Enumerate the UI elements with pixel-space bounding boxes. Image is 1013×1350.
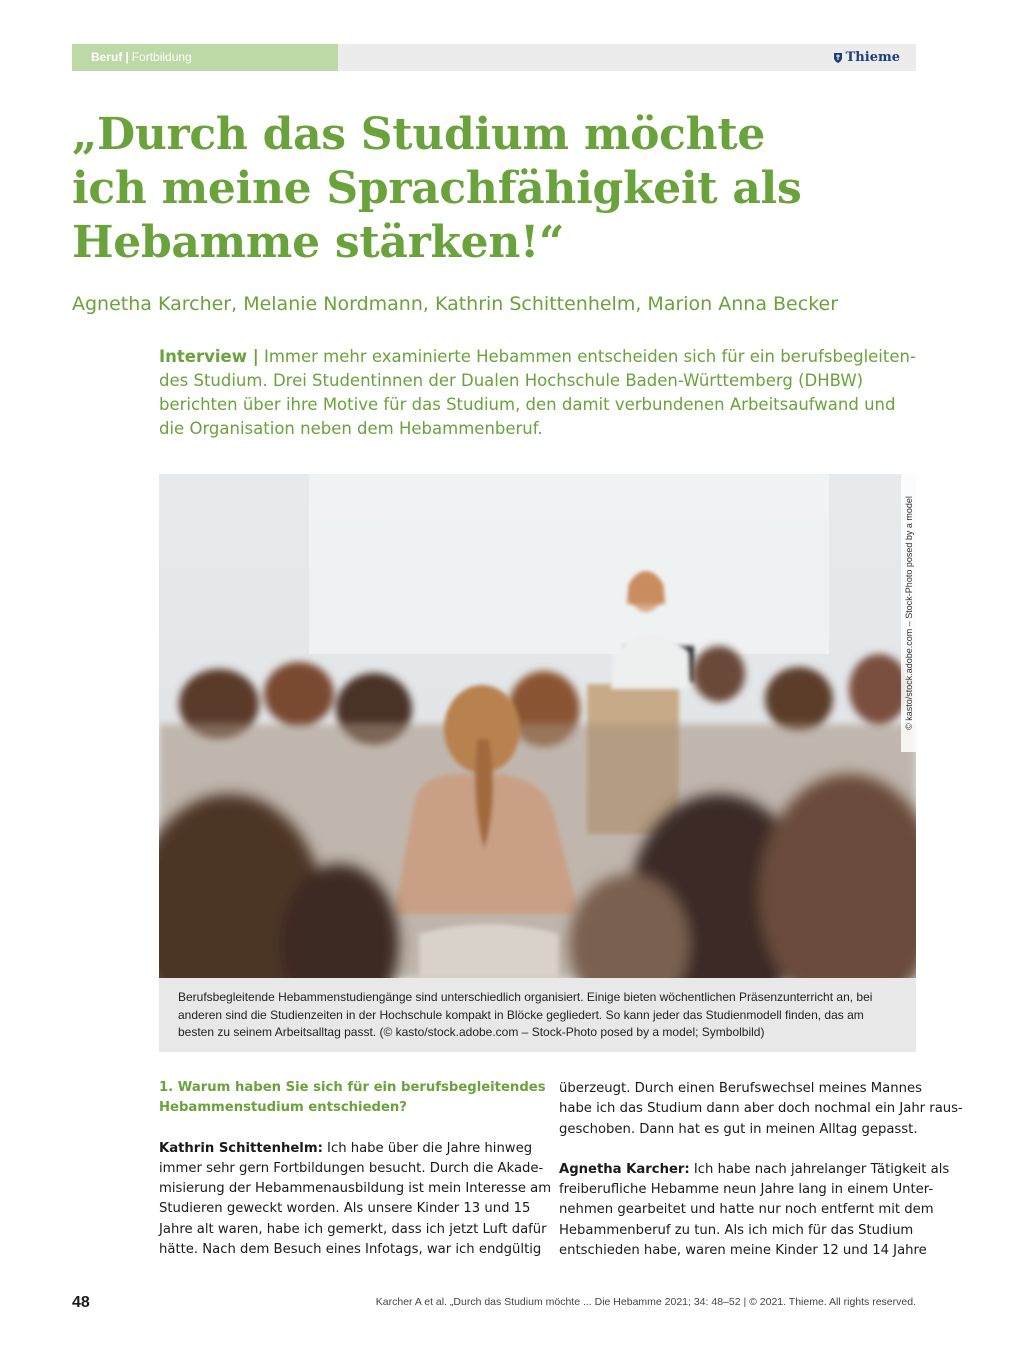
article-title xyxy=(72,108,932,270)
section-label: Beruf xyxy=(91,50,123,64)
caption-line: Berufsbegleitende Hebammenstudiengänge sind unterschiedlich organisiert. Einige bieten wöchentlichen Präsenzunterricht an, bei xyxy=(178,990,873,1004)
figure-caption xyxy=(159,978,916,1052)
page-number: 48 xyxy=(72,1294,90,1311)
publisher-name: Thieme xyxy=(845,50,900,65)
photo-credit xyxy=(901,474,916,752)
answer-text: Ich habe nach jahrelanger Tätigkeit als xyxy=(689,1161,950,1177)
running-header xyxy=(72,44,916,71)
article-abstract xyxy=(159,345,919,441)
answer-line: entschieden habe, waren meine Kinder 12 und 14 Jahre xyxy=(559,1243,927,1259)
subsection-label: Fortbildung xyxy=(131,50,192,64)
publisher-logo xyxy=(833,44,900,71)
body-column-left xyxy=(159,1078,552,1260)
footer-citation: Karcher A et al. „Durch das Studium möchte ... Die Hebamme 2021; 34: 48–52 | © 2021. Thieme. All rights reserved. xyxy=(375,1296,916,1308)
answer-line: habe ich das Studium dann aber doch nochmal ein Jahr raus- xyxy=(559,1101,963,1117)
interview-question: 1. Warum haben Sie sich für ein berufsbegleitendes xyxy=(159,1080,546,1095)
photo-credit-text: © kasto/stock.adobe.com – Stock-Photo posed by a model xyxy=(903,496,914,730)
answer-line: überzeugt. Durch einen Berufswechsel meines Mannes xyxy=(559,1081,922,1096)
article-authors: Agnetha Karcher, Melanie Nordmann, Kathrin Schittenhelm, Marion Anna Becker xyxy=(72,293,839,315)
answer-line: Studieren geweckt worden. Als unsere Kinder 13 und 15 xyxy=(159,1201,531,1217)
answer-line: immer sehr gern Fortbildungen besucht. Durch die Akade- xyxy=(159,1160,544,1176)
abstract-text: Immer mehr examinierte Hebammen entscheiden sich für ein berufsbegleiten- xyxy=(263,347,916,366)
caption-line: anderen sind die Studienzeiten in der Hochschule kompakt in Blöcke gegliedert. So kann jeder das Studienmodell finden, das am xyxy=(178,1007,864,1022)
section-separator: | xyxy=(125,50,129,64)
answer-line: geschoben. Dann hat es gut in meinen Alltag gepasst. xyxy=(559,1121,918,1137)
title-line: „Durch das Studium möchte xyxy=(72,109,766,160)
title-line: ich meine Sprachfähigkeit als xyxy=(72,163,802,214)
answer-line: hätte. Nach dem Besuch eines Infotags, war ich endgültig xyxy=(159,1242,542,1258)
answer-line: nehmen gearbeitet und hatte nur noch entfernt mit dem xyxy=(559,1202,934,1218)
answer-line: misierung der Hebammenausbildung ist mein Interesse am xyxy=(159,1181,552,1197)
abstract-line: des Studium. Drei Studentinnen der Dualen Hochschule Baden-Württemberg (DHBW) xyxy=(159,371,864,390)
interview-question: Hebammenstudium entschieden? xyxy=(159,1100,407,1116)
abstract-line: berichten über ihre Motive für das Studium, den damit verbundenen Arbeitsaufwand und xyxy=(159,395,896,414)
title-line: Hebamme stärken!“ xyxy=(72,217,565,268)
answer-line xyxy=(159,1139,533,1159)
abstract-line: die Organisation neben dem Hebammenberuf. xyxy=(159,419,543,438)
lecture-photo xyxy=(159,474,916,978)
caption-line: besten zu seinem Arbeitsalltag passt. (© kasto/stock.adobe.com – Stock-Photo posed by a model; Symbolbild) xyxy=(178,1025,765,1039)
answer-text: Ich habe über die Jahre hinweg xyxy=(322,1140,533,1156)
answer-line: Hebammenberuf zu tun. Als ich mich für das Studium xyxy=(559,1222,914,1238)
answer-line xyxy=(559,1160,950,1180)
abstract-kicker: Interview | xyxy=(159,347,259,366)
answer-line: Jahre alt waren, habe ich gemerkt, dass ich jetzt Luft dafür xyxy=(159,1221,547,1237)
speaker-name: Agnetha Karcher: xyxy=(559,1161,690,1177)
section-tag xyxy=(72,44,338,71)
lecture-hall-illustration xyxy=(159,474,916,978)
body-column-right xyxy=(559,1079,963,1261)
answer-line: freiberufliche Hebamme neun Jahre lang in einem Unter- xyxy=(559,1182,934,1198)
speaker-name: Kathrin Schittenhelm: xyxy=(159,1140,323,1156)
thieme-crest-icon xyxy=(833,52,843,64)
abstract-line xyxy=(159,345,919,369)
